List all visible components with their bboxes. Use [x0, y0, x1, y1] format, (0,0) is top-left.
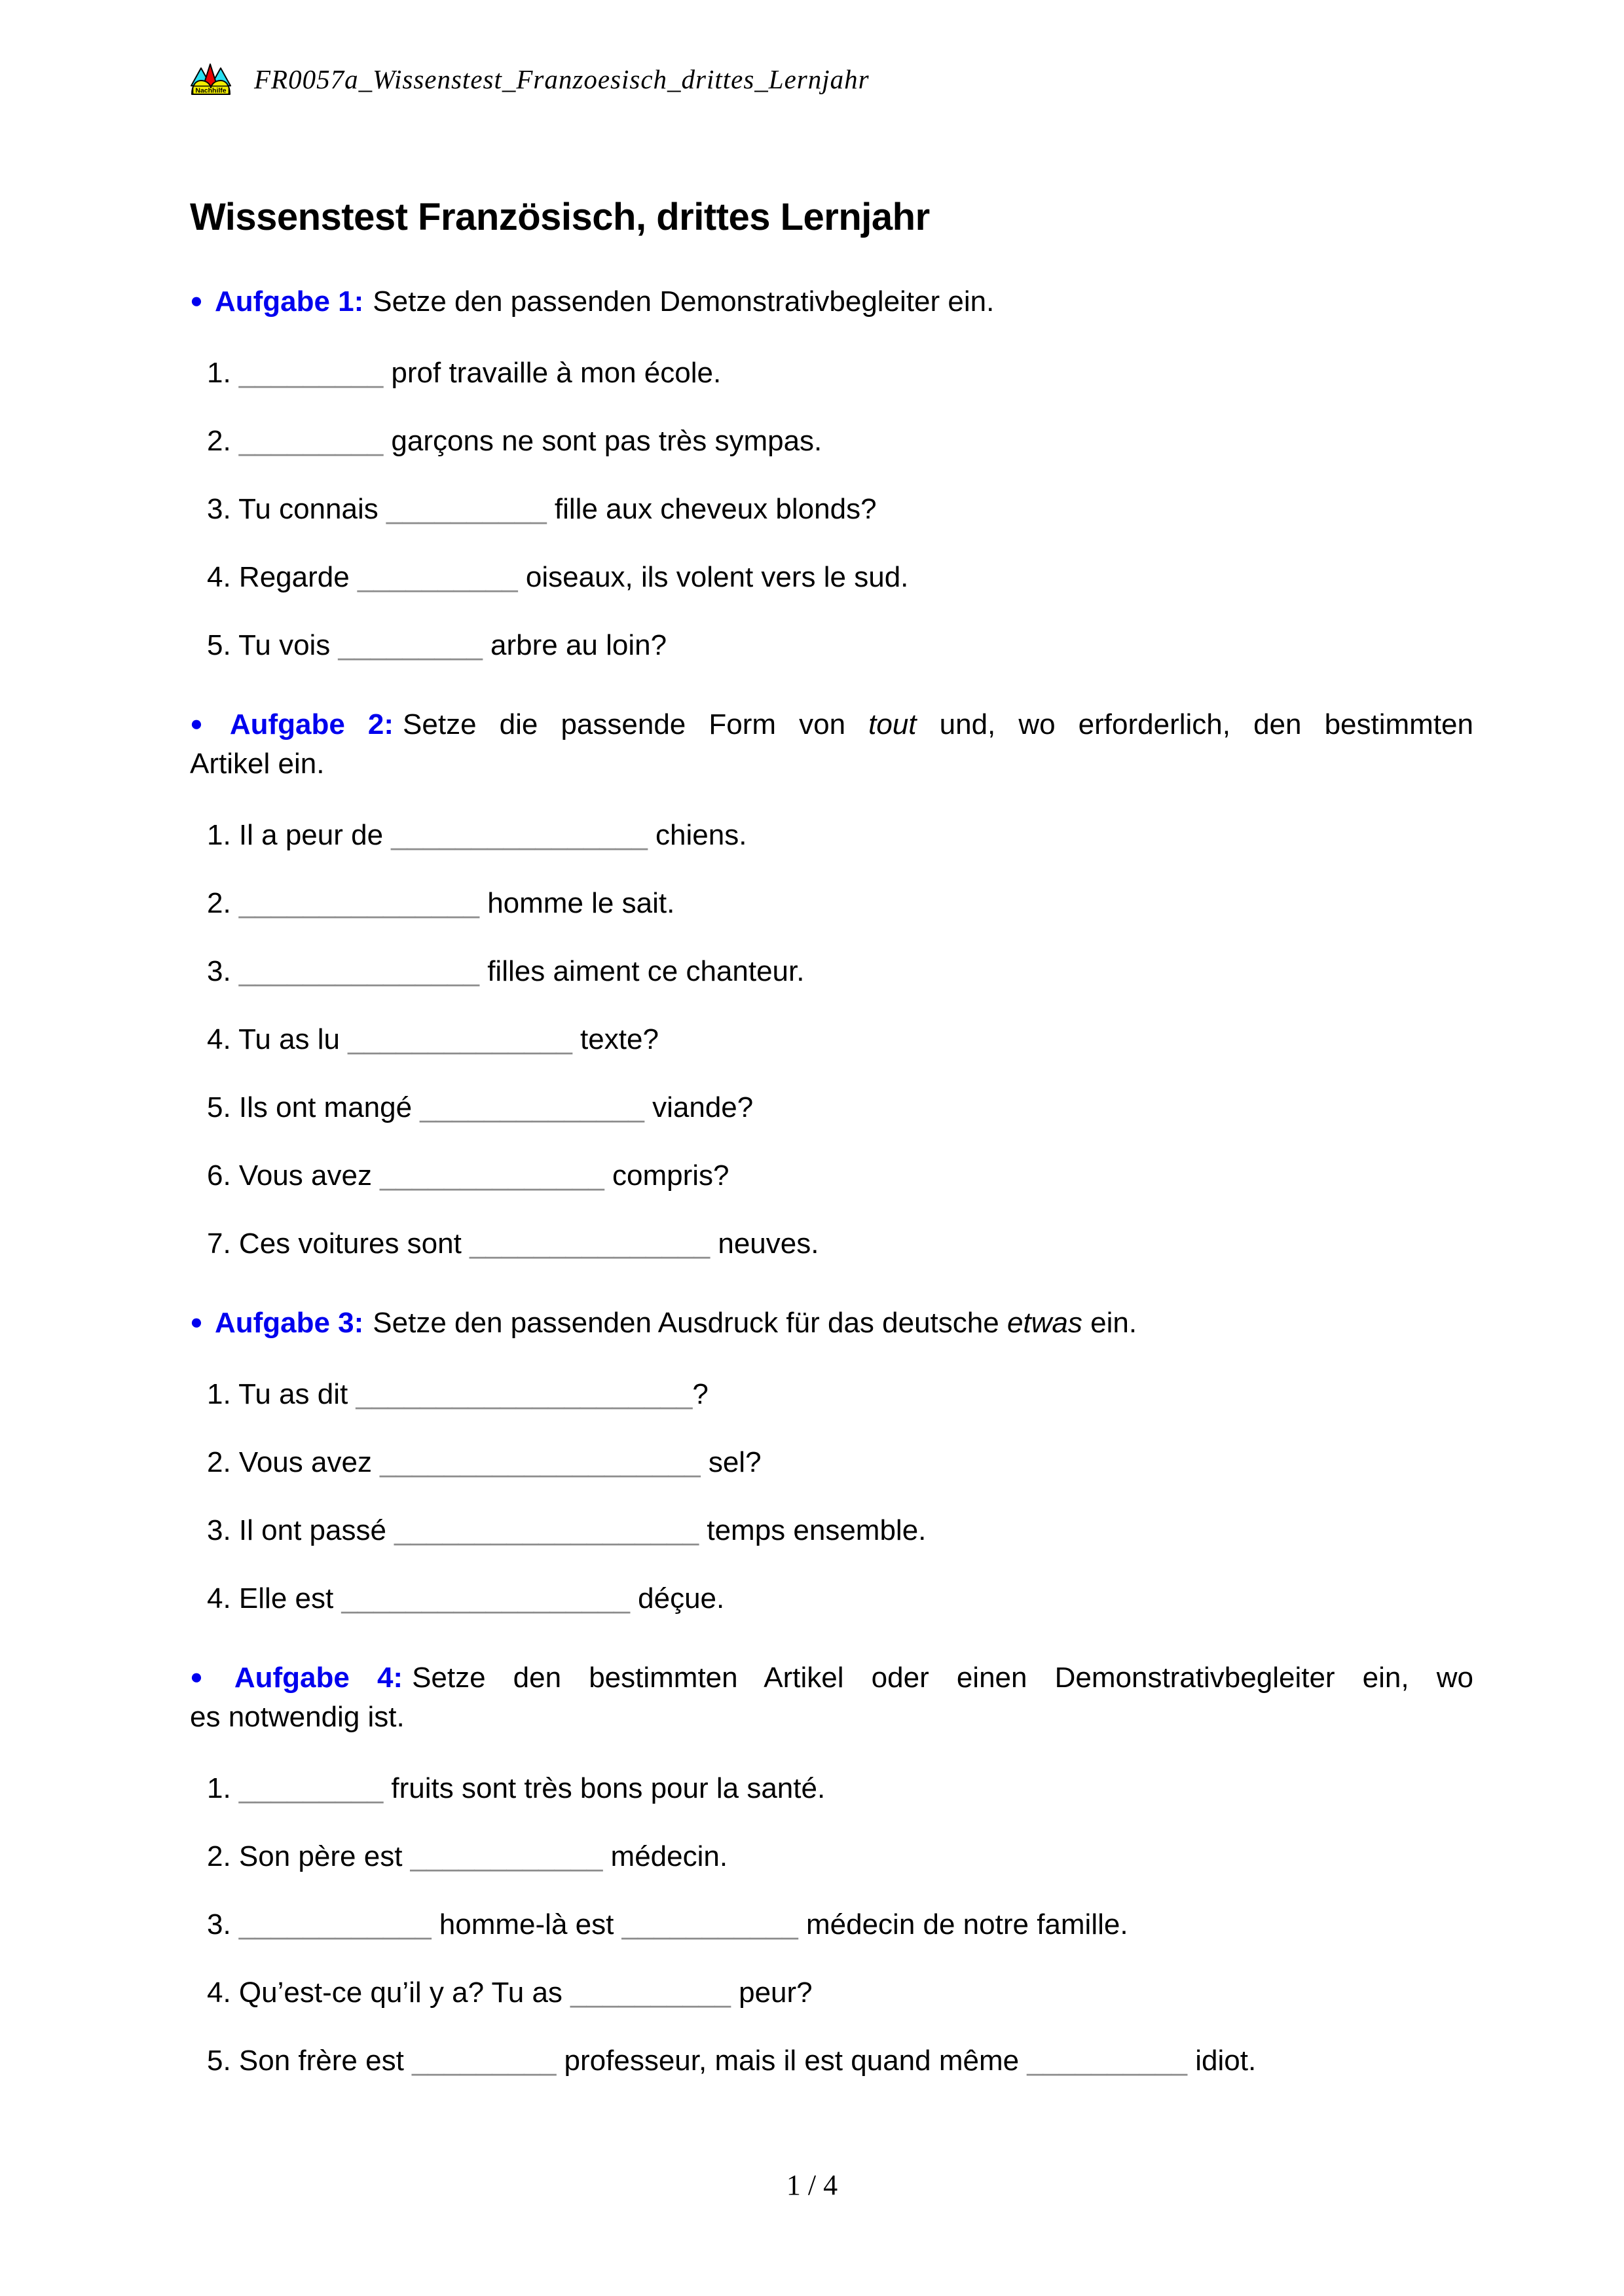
blank-line: ________________ [391, 819, 648, 851]
blank-line: ____________ [410, 1840, 603, 1872]
blank-line: ______________ [348, 1023, 572, 1055]
instruction-text: Artikel ein. [190, 748, 325, 780]
footer-page-number: 1 / 4 [786, 2169, 838, 2201]
task-item: 4. Tu as lu ______________ texte? [207, 1023, 659, 1055]
task-label: Aufgabe 4: [234, 1662, 403, 1694]
task-instruction-line [190, 704, 1473, 744]
task-item: 4. Qu’est-ce qu’il y a? Tu as __________ peur? [207, 1977, 813, 2009]
instruction-text: ein. [1082, 1307, 1137, 1339]
bullet-icon: ● [190, 1664, 223, 1688]
instruction-text: und, wo erforderlich, den bestimmten [916, 708, 1474, 740]
blank-line: _________ [238, 425, 384, 457]
task-instruction-line [190, 744, 1473, 784]
task-item: 5. Son frère est _________ professeur, mais il est quand même __________ idiot. [207, 2045, 1257, 2077]
blank-line: __________ [357, 561, 518, 593]
task-instruction-line [190, 1302, 1473, 1343]
task-section-4 [190, 1657, 1473, 2077]
instruction-text: Setze den bestimmten Artikel oder einen Demonstrativbegleiter ein, wo [412, 1662, 1473, 1694]
task-instruction-line [190, 281, 1473, 321]
blank-line: _________ [238, 1772, 384, 1804]
blank-line: _______________ [238, 887, 479, 919]
document-header [190, 60, 1473, 98]
blank-line: ___________________ [394, 1514, 699, 1546]
instruction-italic-word: etwas [1006, 1307, 1082, 1339]
blank-line: _______________ [238, 955, 479, 987]
task-item: 5. Tu vois _________ arbre au loin? [207, 629, 667, 661]
blank-line: ____________ [238, 1908, 432, 1941]
task-item: 3. Tu connais __________ fille aux cheveux blonds? [207, 493, 877, 525]
task-item: 2. Vous avez ____________________ sel? [207, 1446, 762, 1478]
task-item: 1. Il a peur de ________________ chiens. [207, 819, 747, 851]
task-label: Aufgabe 3: [214, 1307, 364, 1339]
task-item: 4. Regarde __________ oiseaux, ils volent vers le sud. [207, 561, 909, 593]
bullet-icon: ● [190, 1309, 203, 1334]
instruction-text: es notwendig ist. [190, 1701, 405, 1733]
task-item: 4. Elle est __________________ déçue. [207, 1582, 725, 1614]
blank-line: ___________ [621, 1908, 798, 1941]
bullet-icon: ● [190, 288, 203, 312]
blank-line: __________ [570, 1977, 731, 2009]
bullet-icon: ● [190, 711, 218, 735]
blank-line: ______________ [420, 1091, 644, 1123]
task-item: 1. _________ fruits sont très bons pour la santé. [207, 1772, 826, 1804]
page-title: Wissenstest Französisch, drittes Lernjahr [190, 196, 930, 238]
instruction-text: Setze den passenden Demonstrativbegleiter ein. [373, 285, 995, 318]
task-item: 1. Tu as dit _____________________? [207, 1378, 709, 1410]
task-item: 3. _______________ filles aiment ce chanteur. [207, 955, 805, 987]
nachhilfe-logo-icon [190, 63, 232, 96]
blank-line: ____________________ [380, 1446, 701, 1478]
task-item: 2. _______________ homme le sait. [207, 887, 675, 919]
blank-line: _________ [412, 2045, 557, 2077]
document-filename: FR0057a_Wissenstest_Franzoesisch_drittes_Lernjahr [254, 64, 870, 94]
task-section-1 [190, 281, 1473, 662]
task-label: Aufgabe 1: [214, 285, 364, 318]
blank-line: _____________________ [356, 1378, 693, 1410]
instruction-italic-word: tout [868, 708, 917, 740]
task-item: 1. _________ prof travaille à mon école. [207, 357, 722, 389]
blank-line: __________________ [341, 1582, 630, 1614]
task-item: 2. Son père est ____________ médecin. [207, 1840, 728, 1872]
blank-line: __________ [1027, 2045, 1188, 2077]
blank-line: _______________ [470, 1228, 710, 1260]
task-item: 6. Vous avez ______________ compris? [207, 1159, 729, 1192]
task-item: 7. Ces voitures sont _______________ neuves. [207, 1228, 819, 1260]
task-section-2 [190, 704, 1473, 1260]
task-item: 5. Ils ont mangé ______________ viande? [207, 1091, 754, 1123]
blank-line: __________ [386, 493, 547, 525]
blank-line: _________ [338, 629, 483, 661]
tasks-container [190, 281, 1473, 2077]
task-section-3 [190, 1302, 1473, 1615]
task-label: Aufgabe 2: [229, 708, 394, 740]
task-item: 2. _________ garçons ne sont pas très sympas. [207, 425, 822, 457]
instruction-text: Setze die passende Form von [403, 708, 869, 740]
task-instruction-line [190, 1698, 1473, 1737]
task-instruction-line [190, 1657, 1473, 1698]
instruction-text: Setze den passenden Ausdruck für das deutsche [373, 1307, 1007, 1339]
blank-line: ______________ [380, 1159, 604, 1192]
task-item: 3. Il ont passé ___________________ temps ensemble. [207, 1514, 927, 1546]
task-item: 3. ____________ homme-là est ___________ médecin de notre famille. [207, 1908, 1128, 1941]
logo-text: Nachhilfe [195, 86, 227, 95]
blank-line: _________ [238, 357, 384, 389]
